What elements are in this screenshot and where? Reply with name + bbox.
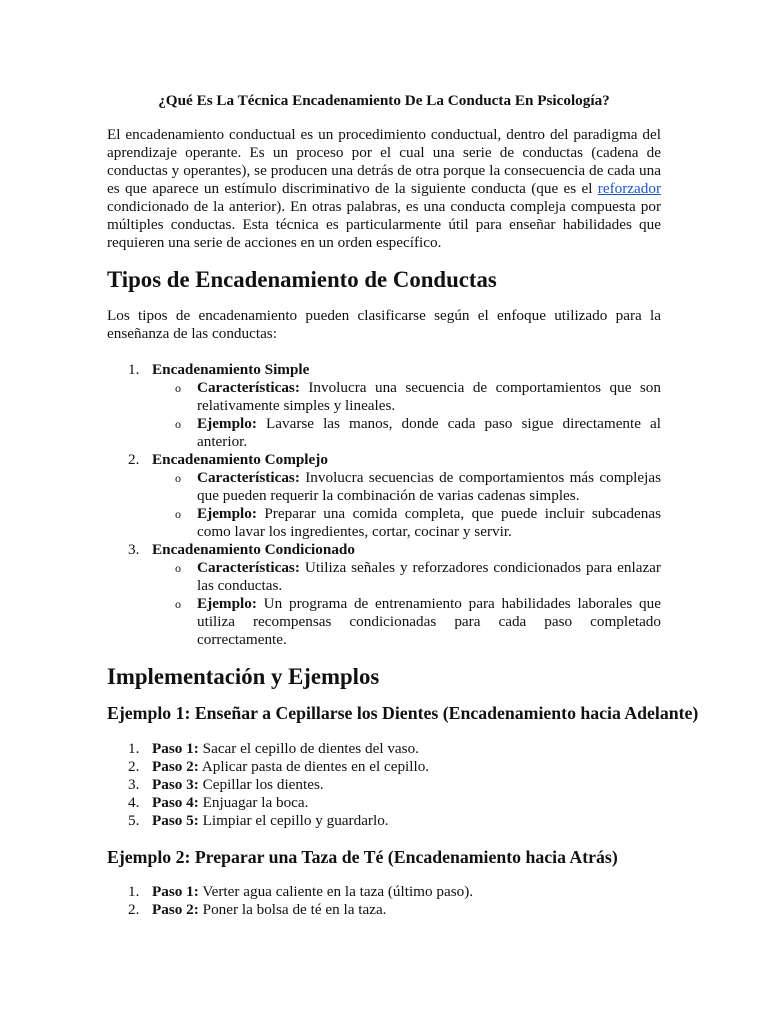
list-item [107,812,661,830]
step-content [152,776,661,794]
characteristics-label: Características: [197,559,300,576]
circle-bullet-icon: o [175,507,181,521]
characteristics-text: Utiliza señales y reforzadores condicionados para enlazar las conductas. [197,559,661,594]
type-details [107,379,661,451]
list-number: 5. [128,812,140,829]
list-number: 2. [128,451,140,468]
type-characteristics [175,379,661,415]
step-content [152,901,661,919]
type-item-complex [107,451,661,541]
example2-heading: Ejemplo 2: Preparar una Taza de Té (Encadenamiento hacia Atrás) [107,847,618,867]
example-text: Preparar una comida completa, que puede incluir subcadenas como lavar los ingredientes, cortar, cocinar y servir. [197,505,661,540]
type-item-simple [107,361,661,451]
step-content [152,812,661,830]
list-number: 1. [128,883,140,900]
example-text: Lavarse las manos, donde cada paso sigue directamente al anterior. [197,415,661,450]
types-list [107,361,661,649]
step-content [152,883,661,901]
types-intro-paragraph: Los tipos de encadenamiento pueden clasificarse según el enfoque utilizado para la enseñanza de las conductas: [107,307,661,342]
list-item [107,794,661,812]
type-example [175,415,661,451]
example1-heading: Ejemplo 1: Enseñar a Cepillarse los Dientes (Encadenamiento hacia Adelante) [107,703,699,723]
type-characteristics [175,559,661,595]
list-number: 2. [128,901,140,918]
step-label: Paso 2: [152,758,199,775]
step-text: Verter agua caliente en la taza (último paso). [198,883,474,900]
list-item [107,758,661,776]
example-label: Ejemplo: [197,505,257,522]
step-label: Paso 4: [152,794,199,811]
list-item [107,901,661,919]
type-characteristics [175,469,661,505]
step-label: Paso 2: [152,901,199,918]
example-text: Un programa de entrenamiento para habilidades laborales que utiliza recompensas condicionadas para cada paso completado correctamente. [197,595,661,648]
document-title: ¿Qué Es La Técnica Encadenamiento De La Conducta En Psicología? [158,92,610,109]
type-example [175,505,661,541]
list-number: 1. [128,361,140,378]
characteristics-text: Involucra secuencias de comportamientos más complejas que pueden requerir la combinación de varias cadenas simples. [197,469,661,504]
list-item [107,740,661,758]
example-label: Ejemplo: [197,415,257,432]
step-content [152,740,661,758]
list-number: 1. [128,740,140,757]
intro-text-after-link: condicionado de la anterior). En otras palabras, es una conducta compleja compuesta por múltiples conductas. Esta técnica es particularmente útil para enseñar habilidades que requieren una serie de acciones en un orden específico. [107,198,661,251]
step-text: Enjuagar la boca. [198,794,309,811]
circle-bullet-icon: o [175,597,181,611]
list-number: 4. [128,794,140,811]
step-label: Paso 1: [152,883,199,900]
list-number: 3. [128,541,140,558]
characteristics-text: Involucra una secuencia de comportamientos que son relativamente simples y lineales. [197,379,661,414]
step-text: Aplicar pasta de dientes en el cepillo. [198,758,430,775]
type-title: Encadenamiento Simple [152,361,310,378]
list-item [107,776,661,794]
list-number: 2. [128,758,140,775]
type-details [107,469,661,541]
characteristics-label: Características: [197,379,300,396]
list-number: 3. [128,776,140,793]
step-text: Sacar el cepillo de dientes del vaso. [198,740,419,757]
circle-bullet-icon: o [175,417,181,431]
example2-steps-list [107,883,661,919]
intro-text-before-link: El encadenamiento conductual es un procedimiento conductual, dentro del paradigma del aprendizaje operante. Es un proceso por el cual una serie de conductas (cadena de conductas y operantes), se producen una detrás de otra porque la consecuencia de cada una es que aparece un estímulo discriminativo de la siguiente conducta (que es el [107,126,661,197]
step-label: Paso 5: [152,812,199,829]
step-text: Cepillar los dientes. [198,776,324,793]
reforzador-link[interactable]: reforzador [597,180,661,197]
type-title: Encadenamiento Condicionado [152,541,355,558]
step-label: Paso 1: [152,740,199,757]
step-label: Paso 3: [152,776,199,793]
type-example [175,595,661,649]
implementation-heading: Implementación y Ejemplos [107,664,380,689]
circle-bullet-icon: o [175,381,181,395]
type-title: Encadenamiento Complejo [152,451,328,468]
characteristics-label: Características: [197,469,300,486]
type-details [107,559,661,649]
types-heading: Tipos de Encadenamiento de Conductas [107,267,497,292]
step-text: Limpiar el cepillo y guardarlo. [198,812,389,829]
intro-paragraph [107,126,661,252]
circle-bullet-icon: o [175,471,181,485]
example-label: Ejemplo: [197,595,257,612]
list-item [107,883,661,901]
type-item-conditioned [107,541,661,649]
step-content [152,758,661,776]
circle-bullet-icon: o [175,561,181,575]
example1-steps-list [107,740,661,830]
step-content [152,794,661,812]
step-text: Poner la bolsa de té en la taza. [198,901,387,918]
